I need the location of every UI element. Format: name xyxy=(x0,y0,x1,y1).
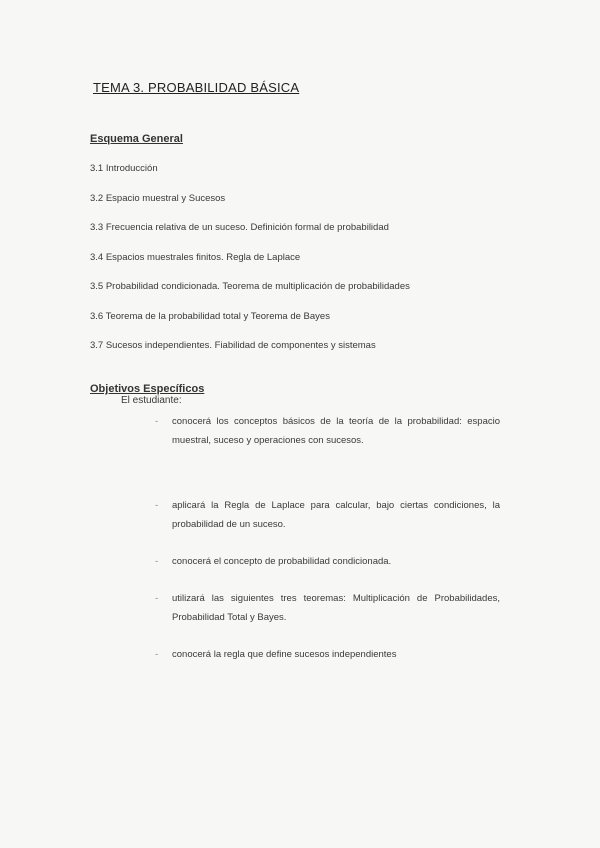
objective-text: aplicará la Regla de Laplace para calcular, bajo ciertas condiciones, la probabilidad de un suceso. xyxy=(172,500,500,530)
objective-item xyxy=(155,552,500,571)
objective-item xyxy=(155,496,500,534)
bullet: - xyxy=(155,500,159,511)
objective-item xyxy=(155,589,500,627)
objective-text: utilizará las siguientes tres teoremas: Multiplicación de Probabilidades, Probabilidad Total y Bayes. xyxy=(172,593,500,623)
objective-item xyxy=(155,645,500,664)
toc-item: 3.4 Espacios muestrales finitos. Regla de Laplace xyxy=(90,252,301,263)
objective-item xyxy=(155,412,500,450)
objective-text: conocerá la regla que define sucesos independientes xyxy=(172,649,397,660)
bullet: - xyxy=(155,556,159,567)
toc-item: 3.6 Teorema de la probabilidad total y Teorema de Bayes xyxy=(90,311,330,322)
toc-item: 3.5 Probabilidad condicionada. Teorema de multiplicación de probabilidades xyxy=(90,281,410,292)
scheme-heading: Esquema General xyxy=(90,133,183,145)
objective-text: conocerá los conceptos básicos de la teoría de la probabilidad: espacio muestral, suceso y operaciones con sucesos. xyxy=(172,416,500,446)
bullet: - xyxy=(155,593,159,604)
bullet: - xyxy=(155,416,159,427)
objectives-heading: Objetivos Específicos xyxy=(90,383,205,395)
toc-item: 3.7 Sucesos independientes. Fiabilidad de componentes y sistemas xyxy=(90,340,376,351)
toc-item: 3.2 Espacio muestral y Sucesos xyxy=(90,193,226,204)
toc-item: 3.3 Frecuencia relativa de un suceso. Definición formal de probabilidad xyxy=(90,222,389,233)
bullet: - xyxy=(155,649,159,660)
objectives-intro: El estudiante: xyxy=(121,395,182,406)
toc-item: 3.1 Introducción xyxy=(90,163,158,174)
objective-text: conocerá el concepto de probabilidad condicionada. xyxy=(172,556,392,567)
page-title: TEMA 3. PROBABILIDAD BÁSICA xyxy=(93,80,300,95)
